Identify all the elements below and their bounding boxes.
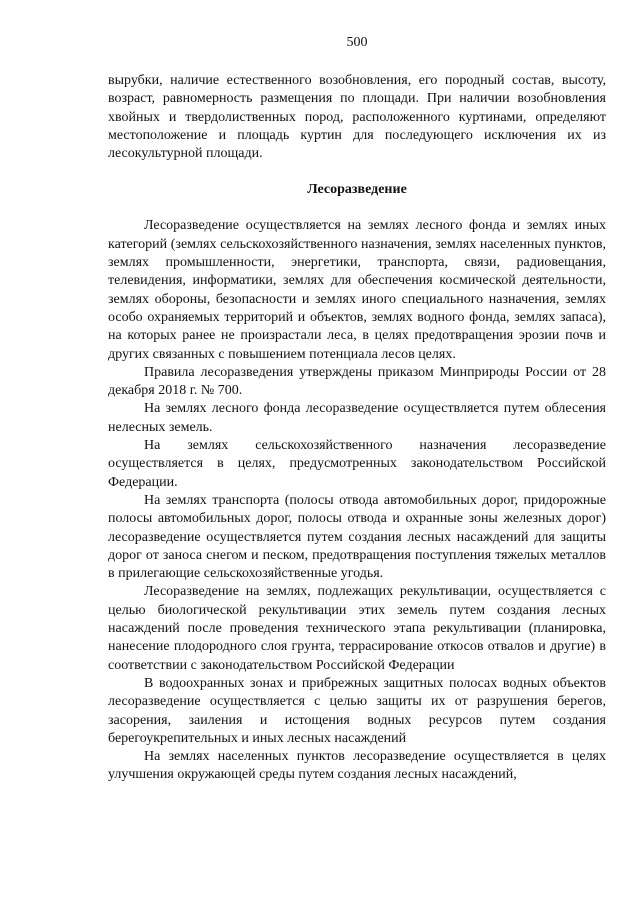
paragraph-2: Правила лесоразведения утверждены приказом Минприроды России от 28 декабря 2018 г. № 700. [108, 364, 606, 399]
paragraph-8: На землях населенных пунктов лесоразведение осуществляется в целях улучшения окружающей среды путем создания лесных насаждений, [108, 749, 606, 783]
intro-paragraph: вырубки, наличие естественного возобновления, его породный состав, высоту, возраст, равномерность размещения по площади. При наличии возобновления хвойных и твердолиственных пород, расположенного куртинами, определяют местоположение и площадь куртин для последующего исключения их из лесокультурной площади. [108, 73, 606, 162]
page-number: 500 [346, 35, 368, 50]
paragraph-7: В водоохранных зонах и прибрежных защитных полосах водных объектов лесоразведение осуществляется с целью защиты их от разрушения берегов, засорения, заиления и истощения водных ресурсов путем создания берегоукрепительных и иных лесных насаждений [108, 675, 606, 746]
paragraph-1: Лесоразведение осуществляется на землях лесного фонда и землях иных категорий (землях сельскохозяйственного назначения, землях населенных пунктов, землях промышленности, энергетики, транспорта, связи, радиовещания, телевидения, информатики, землях для обеспечения космической деятельности, землях обороны, безопасности и землях иного специального назначения, землях особо охраняемых территорий и объектов, землях водного фонда, землях запаса), на которых ранее не произрастали леса, в целях предотвращения эрозии почв и других связанных с повышением потенциала лесов целях. [108, 218, 606, 362]
paragraph-3: На землях лесного фонда лесоразведение осуществляется путем облесения нелесных земель. [108, 401, 606, 435]
section-title: Лесоразведение [307, 182, 407, 198]
paragraph-5: На землях транспорта (полосы отвода автомобильных дорог, придорожные полосы автомобильных дорог, полосы отвода и охранные зоны железных дорог) лесоразведение осуществляется путем создания лесных насаждений для защиты дорог от заноса снегом и песком, предотвращения поступления тяжелых металлов в прилегающие сельскохозяйственные угодья. [108, 492, 606, 582]
paragraph-4: На землях сельскохозяйственного назначения лесоразведение осуществляется в целях, предусмотренных законодательством Российской Федерации. [108, 438, 606, 490]
paragraph-6: Лесоразведение на землях, подлежащих рекультивации, осуществляется с целью биологической рекультивации этих земель путем создания лесных насаждений после проведения технического этапа рекультивации (планировка, нанесение плодородного слоя грунта, террасирование откосов отвалов и другие) в соответствии с законодательством Российской Федерации [108, 584, 606, 673]
